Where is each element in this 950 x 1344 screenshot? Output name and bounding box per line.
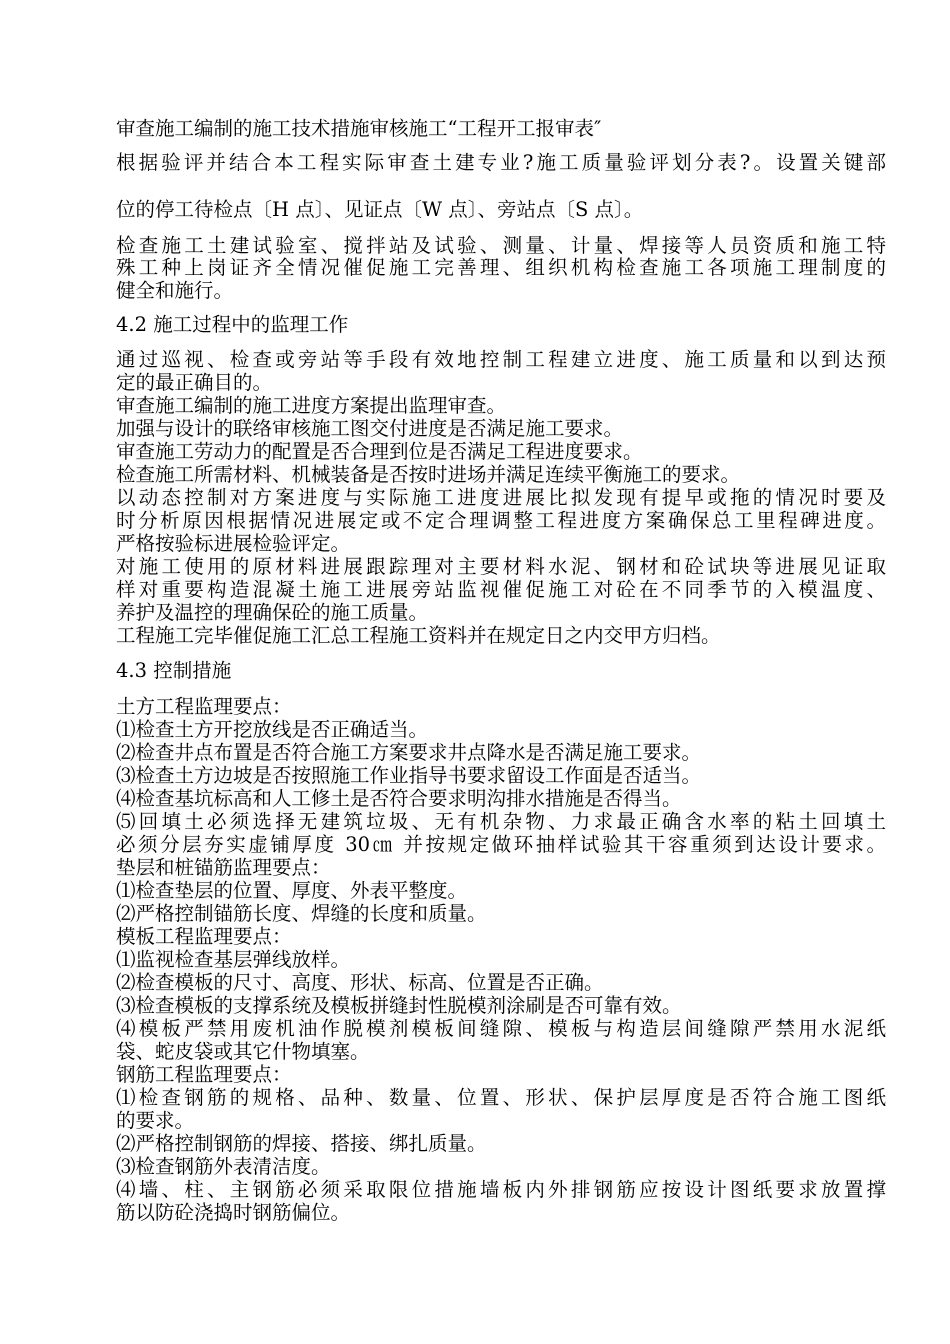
text-line: 钢筋工程监理要点：	[116, 1063, 292, 1086]
text-line: 殊工种上岗证齐全情况催促施工完善理、组织机构检查施工各项施工理制度的	[116, 256, 886, 279]
list-item: 的要求。	[116, 1109, 195, 1132]
list-item: ⑴监视检查基层弹线放样。	[116, 948, 351, 971]
text-line: 健全和施行。	[116, 279, 234, 302]
list-item: ⑴检查土方开挖放线是否正确适当。	[116, 718, 429, 741]
text-line: 加强与设计的联络审核施工图交付进度是否满足施工要求。	[116, 417, 624, 440]
section-heading: 4.3 控制措施	[116, 659, 232, 682]
text-line: 土方工程监理要点：	[116, 695, 292, 718]
text-line: 模板工程监理要点：	[116, 925, 292, 948]
list-item: ⑶检查土方边坡是否按照施工作业指导书要求留设工作面是否适当。	[116, 764, 702, 787]
list-item: ⑵检查井点布置是否符合施工方案要求井点降水是否满足施工要求。	[116, 741, 702, 764]
list-item: ⑴检查钢筋的规格、品种、数量、位置、形状、保护层厚度是否符合施工图纸	[116, 1086, 886, 1109]
text-line: 时分析原因根据情况进展定或不定合理调整工程进度方案确保总工里程碑进度。	[116, 509, 886, 532]
text-line: 以动态控制对方案进度与实际施工进度进展比拟发现有提早或拖的情况时要及	[116, 486, 886, 509]
text-line: 严格按验标进展检验评定。	[116, 532, 351, 555]
list-item: ⑷墙、柱、主钢筋必须采取限位措施墙板内外排钢筋应按设计图纸要求放置撑	[116, 1178, 886, 1201]
text-line: 位的停工待检点〔H 点〕、见证点〔W 点〕、旁站点〔S 点〕。	[116, 198, 644, 221]
text-line: 审查施工编制的施工技术措施审核施工“工程开工报审表″	[116, 117, 602, 140]
list-item: 必须分层夯实虚铺厚度 30㎝ 并按规定做环抽样试验其干容重须到达设计要求。	[116, 833, 886, 856]
list-item: ⑵检查模板的尺寸、高度、形状、标高、位置是否正确。	[116, 971, 604, 994]
text-line: 垫层和桩锚筋监理要点：	[116, 856, 331, 879]
list-item: 筋以防砼浇捣时钢筋偏位。	[116, 1201, 351, 1224]
text-line: 通过巡视、检查或旁站等手段有效地控制工程建立进度、施工质量和以到达预	[116, 348, 886, 371]
list-item: ⑵严格控制钢筋的焊接、搭接、绑扎质量。	[116, 1132, 487, 1155]
text-line: 审查施工劳动力的配置是否合理到位是否满足工程进度要求。	[116, 440, 643, 463]
list-item: 袋、蛇皮袋或其它什物填塞。	[116, 1040, 370, 1063]
list-item: ⑷检查基坑标高和人工修土是否符合要求明沟排水措施是否得当。	[116, 787, 682, 810]
list-item: ⑸回填土必须选择无建筑垃圾、无有机杂物、力求最正确含水率的粘土回填土	[116, 810, 886, 833]
list-item: ⑵严格控制锚筋长度、焊缝的长度和质量。	[116, 902, 487, 925]
text-line: 养护及温控的理确保砼的施工质量。	[116, 601, 429, 624]
list-item: ⑷模板严禁用废机油作脱模剂模板间缝隙、模板与构造层间缝隙严禁用水泥纸	[116, 1017, 886, 1040]
list-item: ⑴检查垫层的位置、厚度、外表平整度。	[116, 879, 468, 902]
text-line: 检查施工土建试验室、搅拌站及试验、测量、计量、焊接等人员资质和施工特	[116, 234, 886, 257]
text-line: 定的最正确目的。	[116, 371, 273, 394]
list-item: ⑶检查模板的支撑系统及模板拼缝封性脱模剂涂刷是否可靠有效。	[116, 994, 682, 1017]
section-heading: 4.2 施工过程中的监理工作	[116, 313, 349, 336]
text-line: 样对重要构造混凝土施工进展旁站监视催促施工对砼在不同季节的入模温度、	[116, 578, 886, 601]
text-line: 审查施工编制的施工进度方案提出监理审查。	[116, 394, 507, 417]
text-line: 根据验评并结合本工程实际审查土建专业?施工质量验评划分表?。设置关键部	[116, 151, 886, 174]
text-line: 对施工使用的原材料进展跟踪理对主要材料水泥、钢材和砼试块等进展见证取	[116, 555, 886, 578]
text-line: 检查施工所需材料、机械装备是否按时进场并满足连续平衡施工的要求。	[116, 463, 741, 486]
list-item: ⑶检查钢筋外表清洁度。	[116, 1155, 331, 1178]
text-line: 工程施工完毕催促施工汇总工程施工资料并在规定日之内交甲方归档。	[116, 624, 721, 647]
